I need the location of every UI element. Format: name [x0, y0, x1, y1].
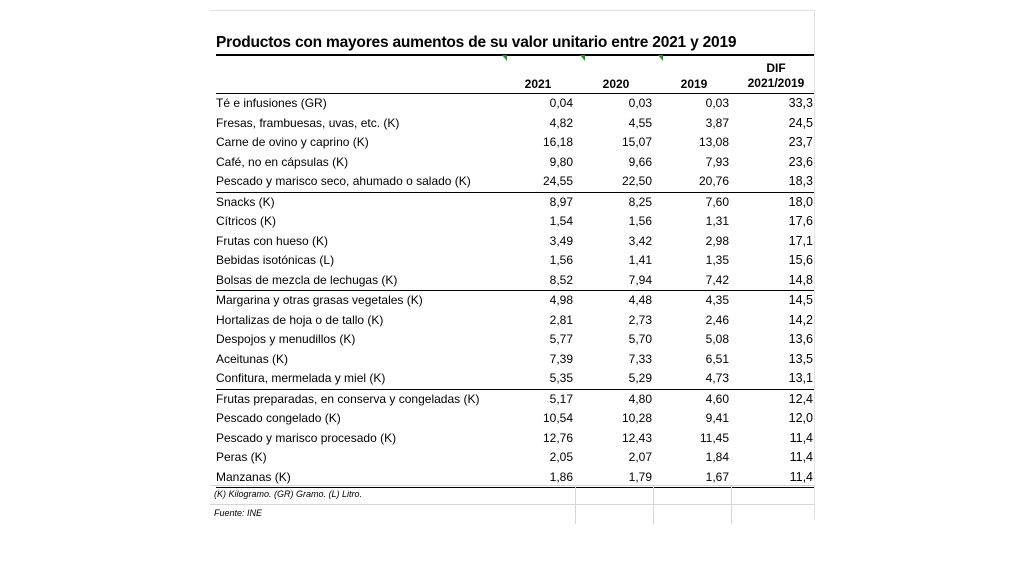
grid-line [575, 505, 576, 524]
cell-marker-icon [580, 55, 585, 61]
value-2021: 7,39 [549, 351, 573, 366]
value-dif: 18,3 [788, 174, 813, 188]
value-2021: 4,98 [549, 293, 573, 307]
value-2020: 9,66 [628, 154, 652, 169]
value-2021: 8,97 [549, 194, 573, 209]
header-dif [738, 61, 814, 91]
grid-line [731, 505, 732, 524]
header-2020: 2020 [602, 77, 630, 91]
value-2020: 1,41 [628, 253, 652, 267]
value-2019: 5,08 [705, 332, 729, 346]
grid-line [653, 486, 654, 505]
value-2020: 2,73 [628, 312, 652, 327]
row-label: Aceitunas (K) [216, 351, 289, 366]
row-label: Confitura, mermelada y miel (K) [216, 371, 386, 385]
cell-marker-icon [658, 55, 663, 61]
value-2019: 0,03 [705, 96, 729, 110]
row-label: Té e infusiones (GR) [216, 96, 327, 110]
spreadsheet-table [210, 10, 815, 520]
value-2021: 24,55 [542, 174, 573, 188]
value-dif: 14,2 [788, 312, 813, 327]
value-2020: 5,29 [628, 371, 652, 385]
value-2021: 1,56 [549, 253, 573, 267]
value-2019: 1,35 [705, 253, 729, 267]
footnote-row [210, 485, 815, 505]
row-label: Margarina y otras grasas vegetales (K) [216, 293, 423, 307]
value-dif: 23,6 [788, 154, 813, 169]
source: Fuente: INE [214, 508, 263, 518]
row-label: Frutas con hueso (K) [216, 233, 329, 248]
table-row [216, 172, 814, 193]
value-2019: 7,93 [705, 154, 729, 169]
header-2021: 2021 [524, 77, 552, 91]
table-row [216, 153, 814, 173]
value-dif: 24,5 [788, 115, 813, 130]
value-dif: 14,5 [788, 293, 813, 307]
value-2019: 20,76 [698, 174, 729, 188]
row-label: Pescado congelado (K) [216, 411, 341, 425]
value-2019: 7,42 [705, 272, 729, 287]
value-dif: 23,7 [788, 135, 813, 149]
value-2021: 5,17 [549, 391, 573, 406]
value-2021: 10,54 [542, 411, 573, 425]
footnote: (K) Kilogramo. (GR) Gramo. (L) Litro. [214, 489, 363, 499]
value-2021: 5,77 [549, 332, 573, 346]
source-row [210, 504, 815, 524]
value-dif: 18,0 [788, 194, 813, 209]
table-row [216, 271, 814, 292]
value-2020: 8,25 [628, 194, 652, 209]
value-2020: 22,50 [621, 174, 652, 188]
value-dif: 13,1 [788, 371, 813, 385]
value-2020: 4,48 [628, 293, 652, 307]
value-2019: 1,67 [705, 469, 729, 484]
row-label: Despojos y menudillos (K) [216, 332, 356, 346]
row-label: Café, no en cápsulas (K) [216, 154, 349, 169]
value-2020: 2,07 [628, 450, 652, 464]
value-2020: 5,70 [628, 332, 652, 346]
value-2021: 4,82 [549, 115, 573, 130]
value-2019: 9,41 [705, 411, 729, 425]
table-row [216, 448, 814, 468]
value-dif: 17,1 [788, 233, 813, 248]
table-row [216, 251, 814, 271]
value-2019: 13,08 [698, 135, 729, 149]
row-label: Pescado y marisco procesado (K) [216, 430, 397, 445]
table-row [216, 232, 814, 252]
value-2021: 12,76 [542, 430, 573, 445]
value-2021: 8,52 [549, 272, 573, 287]
table-row [216, 114, 814, 134]
row-label: Bolsas de mezcla de lechugas (K) [216, 272, 398, 287]
value-2019: 2,46 [705, 312, 729, 327]
grid-line [575, 486, 576, 505]
value-2020: 10,28 [621, 411, 652, 425]
row-label: Bebidas isotónicas (L) [216, 253, 335, 267]
value-2021: 1,54 [549, 214, 573, 228]
value-2020: 1,56 [628, 214, 652, 228]
row-label: Snacks (K) [216, 194, 275, 209]
table-row [216, 330, 814, 350]
value-dif: 11,4 [789, 430, 813, 445]
table-row [216, 94, 814, 114]
table-row [216, 212, 814, 232]
value-2019: 3,87 [705, 115, 729, 130]
value-2021: 1,86 [549, 469, 573, 484]
value-2020: 12,43 [621, 430, 652, 445]
value-2019: 4,73 [705, 371, 729, 385]
value-2021: 2,81 [549, 312, 573, 327]
table-row [216, 193, 814, 213]
value-dif: 12,0 [788, 411, 813, 425]
value-2021: 3,49 [549, 233, 573, 248]
value-2019: 11,45 [699, 430, 729, 445]
value-2019: 4,60 [705, 391, 729, 406]
value-2019: 7,60 [705, 194, 729, 209]
row-label: Peras (K) [216, 450, 267, 464]
table-body [216, 94, 814, 488]
value-2020: 3,42 [628, 233, 652, 248]
value-dif: 17,6 [788, 214, 813, 228]
value-2020: 0,03 [628, 96, 652, 110]
value-dif: 15,6 [788, 253, 813, 267]
value-2020: 1,79 [628, 469, 652, 484]
value-2020: 7,94 [628, 272, 652, 287]
row-label: Fresas, frambuesas, uvas, etc. (K) [216, 115, 400, 130]
table-row [216, 390, 814, 410]
value-2021: 0,04 [549, 96, 573, 110]
value-2020: 7,33 [628, 351, 652, 366]
row-label: Carne de ovino y caprino (K) [216, 135, 369, 149]
value-2021: 2,05 [549, 450, 573, 464]
grid-line [731, 486, 732, 505]
header-dif-line2: 2021/2019 [747, 76, 805, 90]
value-dif: 14,8 [788, 272, 813, 287]
value-2021: 5,35 [549, 371, 573, 385]
value-2021: 9,80 [549, 154, 573, 169]
table-row [216, 409, 814, 429]
value-dif: 13,5 [788, 351, 813, 366]
value-2020: 4,55 [628, 115, 652, 130]
value-2020: 15,07 [621, 135, 652, 149]
table-title: Productos con mayores aumentos de su valor unitario entre 2021 y 2019 [216, 33, 814, 56]
cell-marker-icon [502, 55, 507, 61]
value-2019: 2,98 [705, 233, 729, 248]
value-2019: 1,84 [705, 450, 729, 464]
table-row [216, 291, 814, 311]
row-label: Pescado y marisco seco, ahumado o salado (K) [216, 174, 471, 188]
value-2020: 4,80 [628, 391, 652, 406]
table-row [216, 133, 814, 153]
grid-line [653, 505, 654, 524]
header-dif-line1: DIF [766, 61, 786, 75]
table-row [216, 369, 814, 390]
value-2019: 1,31 [705, 214, 729, 228]
header-row [216, 55, 814, 94]
value-dif: 12,4 [788, 391, 813, 406]
header-2019: 2019 [680, 77, 708, 91]
table-row [216, 429, 814, 449]
table-row [216, 311, 814, 331]
value-dif: 11,4 [789, 450, 813, 464]
value-dif: 13,6 [788, 332, 813, 346]
row-label: Frutas preparadas, en conserva y congeladas (K) [216, 391, 480, 406]
value-dif: 11,4 [789, 469, 813, 484]
value-2021: 16,18 [542, 135, 573, 149]
row-label: Cítricos (K) [216, 214, 276, 228]
value-dif: 33,3 [788, 96, 813, 110]
value-2019: 6,51 [705, 351, 729, 366]
table-row [216, 350, 814, 370]
row-label: Manzanas (K) [216, 469, 291, 484]
value-2019: 4,35 [705, 293, 729, 307]
row-label: Hortalizas de hoja o de tallo (K) [216, 312, 384, 327]
